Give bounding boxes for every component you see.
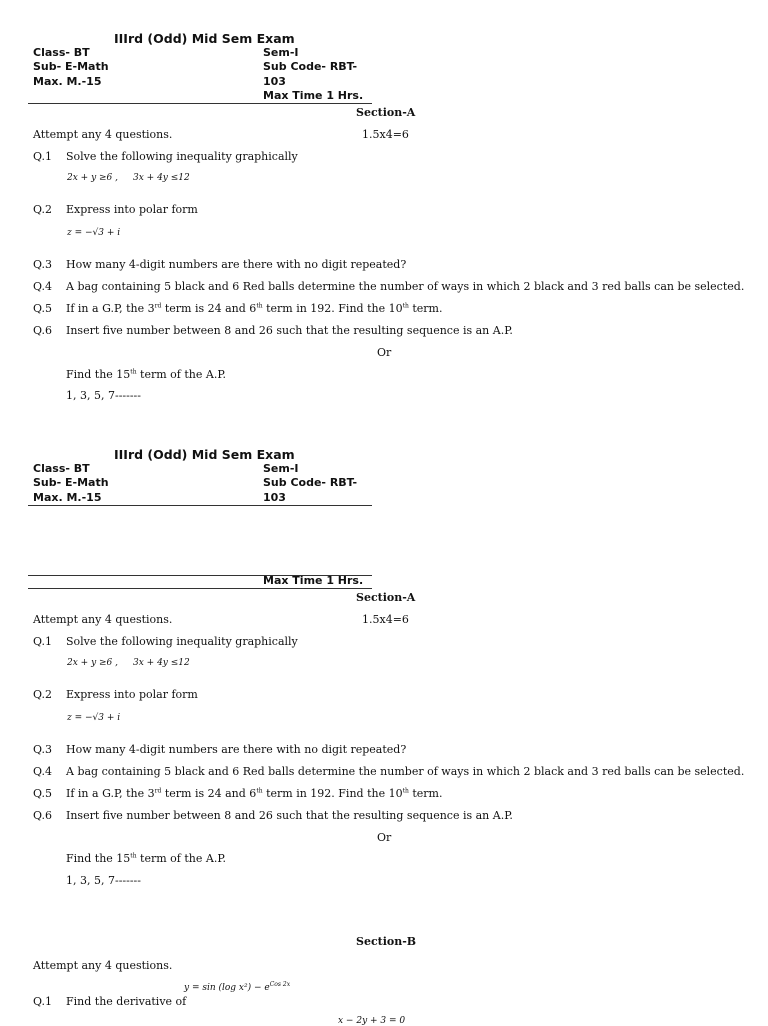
header-divider bbox=[28, 505, 372, 506]
question-text: Insert five number between 8 and 26 such that the resulting sequence is an A.P. bbox=[66, 324, 513, 337]
instruction-text: Attempt any 4 questions. bbox=[33, 613, 173, 626]
header-divider bbox=[28, 103, 372, 104]
subcode-label: Sub Code- RBT- bbox=[263, 476, 358, 489]
inequality-1: 2x + y ≥6 , bbox=[67, 173, 118, 183]
instruction-text: Attempt any 4 questions. bbox=[33, 959, 173, 972]
question-number: Q.1 bbox=[33, 150, 52, 163]
maxmarks-label: Max. M.-15 bbox=[33, 75, 102, 88]
inequality-2: 3x + 4y ≤12 bbox=[133, 173, 190, 183]
marks-text: 1.5x4=6 bbox=[362, 128, 409, 141]
section-a-heading: Section-A bbox=[356, 106, 416, 119]
question-number: Q.4 bbox=[33, 765, 52, 778]
inequality-1: 2x + y ≥6 , bbox=[67, 658, 118, 668]
subject-label: Sub- E-Math bbox=[33, 476, 109, 489]
question-text: Solve the following inequality graphically bbox=[66, 150, 298, 163]
question-number: Q.2 bbox=[33, 203, 52, 216]
question-text: Find the derivative of bbox=[66, 995, 187, 1008]
header-divider bbox=[28, 588, 372, 589]
question-text: Insert five number between 8 and 26 such that the resulting sequence is an A.P. bbox=[66, 809, 513, 822]
subcode-number: 103 bbox=[263, 491, 286, 504]
question-text: A bag containing 5 black and 6 Red balls determine the number of ways in which 2 black and 3 red balls can be selected. bbox=[66, 280, 745, 293]
question-text: If in a G.P, the 3rd term is 24 and 6th term in 192. Find the 10th term. bbox=[66, 787, 443, 800]
question-text: How many 4-digit numbers are there with no digit repeated? bbox=[66, 743, 407, 756]
question-number: Q.2 bbox=[33, 688, 52, 701]
maxmarks-label: Max. M.-15 bbox=[33, 491, 102, 504]
question-text: Find the 15th term of the A.P. bbox=[66, 368, 226, 381]
sequence-text: 1, 3, 5, 7------- bbox=[66, 874, 141, 887]
question-number: Q.6 bbox=[33, 324, 52, 337]
sem-label: Sem-I bbox=[263, 46, 299, 59]
derivative-equation: y = sin (log $x^2) - e^{Cos 2x}$ bbox=[184, 981, 291, 993]
section-b-heading: Section-B bbox=[356, 935, 417, 948]
question-text: Express into polar form bbox=[66, 203, 198, 216]
class-label: Class- BT bbox=[33, 46, 90, 59]
question-number: Q.5 bbox=[33, 302, 52, 315]
complex-number-equation: z = −√3 + i bbox=[67, 228, 121, 238]
question-number: Q.5 bbox=[33, 787, 52, 800]
exam-title: IIIrd (Odd) Mid Sem Exam bbox=[114, 447, 295, 462]
or-separator: Or bbox=[377, 346, 392, 359]
sequence-text: 1, 3, 5, 7------- bbox=[66, 389, 141, 402]
question-text: Solve the following inequality graphically bbox=[66, 635, 298, 648]
question-number: Q.6 bbox=[33, 809, 52, 822]
subcode-label: Sub Code- RBT- bbox=[263, 60, 358, 73]
question-text: Find the 15th term of the A.P. bbox=[66, 852, 226, 865]
exam-title: IIIrd (Odd) Mid Sem Exam bbox=[114, 31, 295, 46]
marks-text: 1.5x4=6 bbox=[362, 613, 409, 626]
subject-label: Sub- E-Math bbox=[33, 60, 109, 73]
maxtime-label: Max Time 1 Hrs. bbox=[263, 574, 364, 587]
sem-label: Sem-I bbox=[263, 462, 299, 475]
question-text: Express into polar form bbox=[66, 688, 198, 701]
or-separator: Or bbox=[377, 831, 392, 844]
question-text: A bag containing 5 black and 6 Red balls determine the number of ways in which 2 black and 3 red balls can be selected. bbox=[66, 765, 745, 778]
subcode-number: 103 bbox=[263, 75, 286, 88]
class-label: Class- BT bbox=[33, 462, 90, 475]
question-number: Q.1 bbox=[33, 995, 52, 1008]
question-text: How many 4-digit numbers are there with no digit repeated? bbox=[66, 258, 407, 271]
question-number: Q.4 bbox=[33, 280, 52, 293]
section-a-heading: Section-A bbox=[356, 591, 416, 604]
line-equation: x − 2y + 3 = 0 bbox=[338, 1016, 406, 1026]
inequality-2: 3x + 4y ≤12 bbox=[133, 658, 190, 668]
question-number: Q.3 bbox=[33, 743, 52, 756]
question-number: Q.3 bbox=[33, 258, 52, 271]
question-text: If in a G.P, the 3rd term is 24 and 6th term in 192. Find the 10th term. bbox=[66, 302, 443, 315]
maxtime-label: Max Time 1 Hrs. bbox=[263, 89, 364, 102]
complex-number-equation: z = −√3 + i bbox=[67, 713, 121, 723]
instruction-text: Attempt any 4 questions. bbox=[33, 128, 173, 141]
question-number: Q.1 bbox=[33, 635, 52, 648]
